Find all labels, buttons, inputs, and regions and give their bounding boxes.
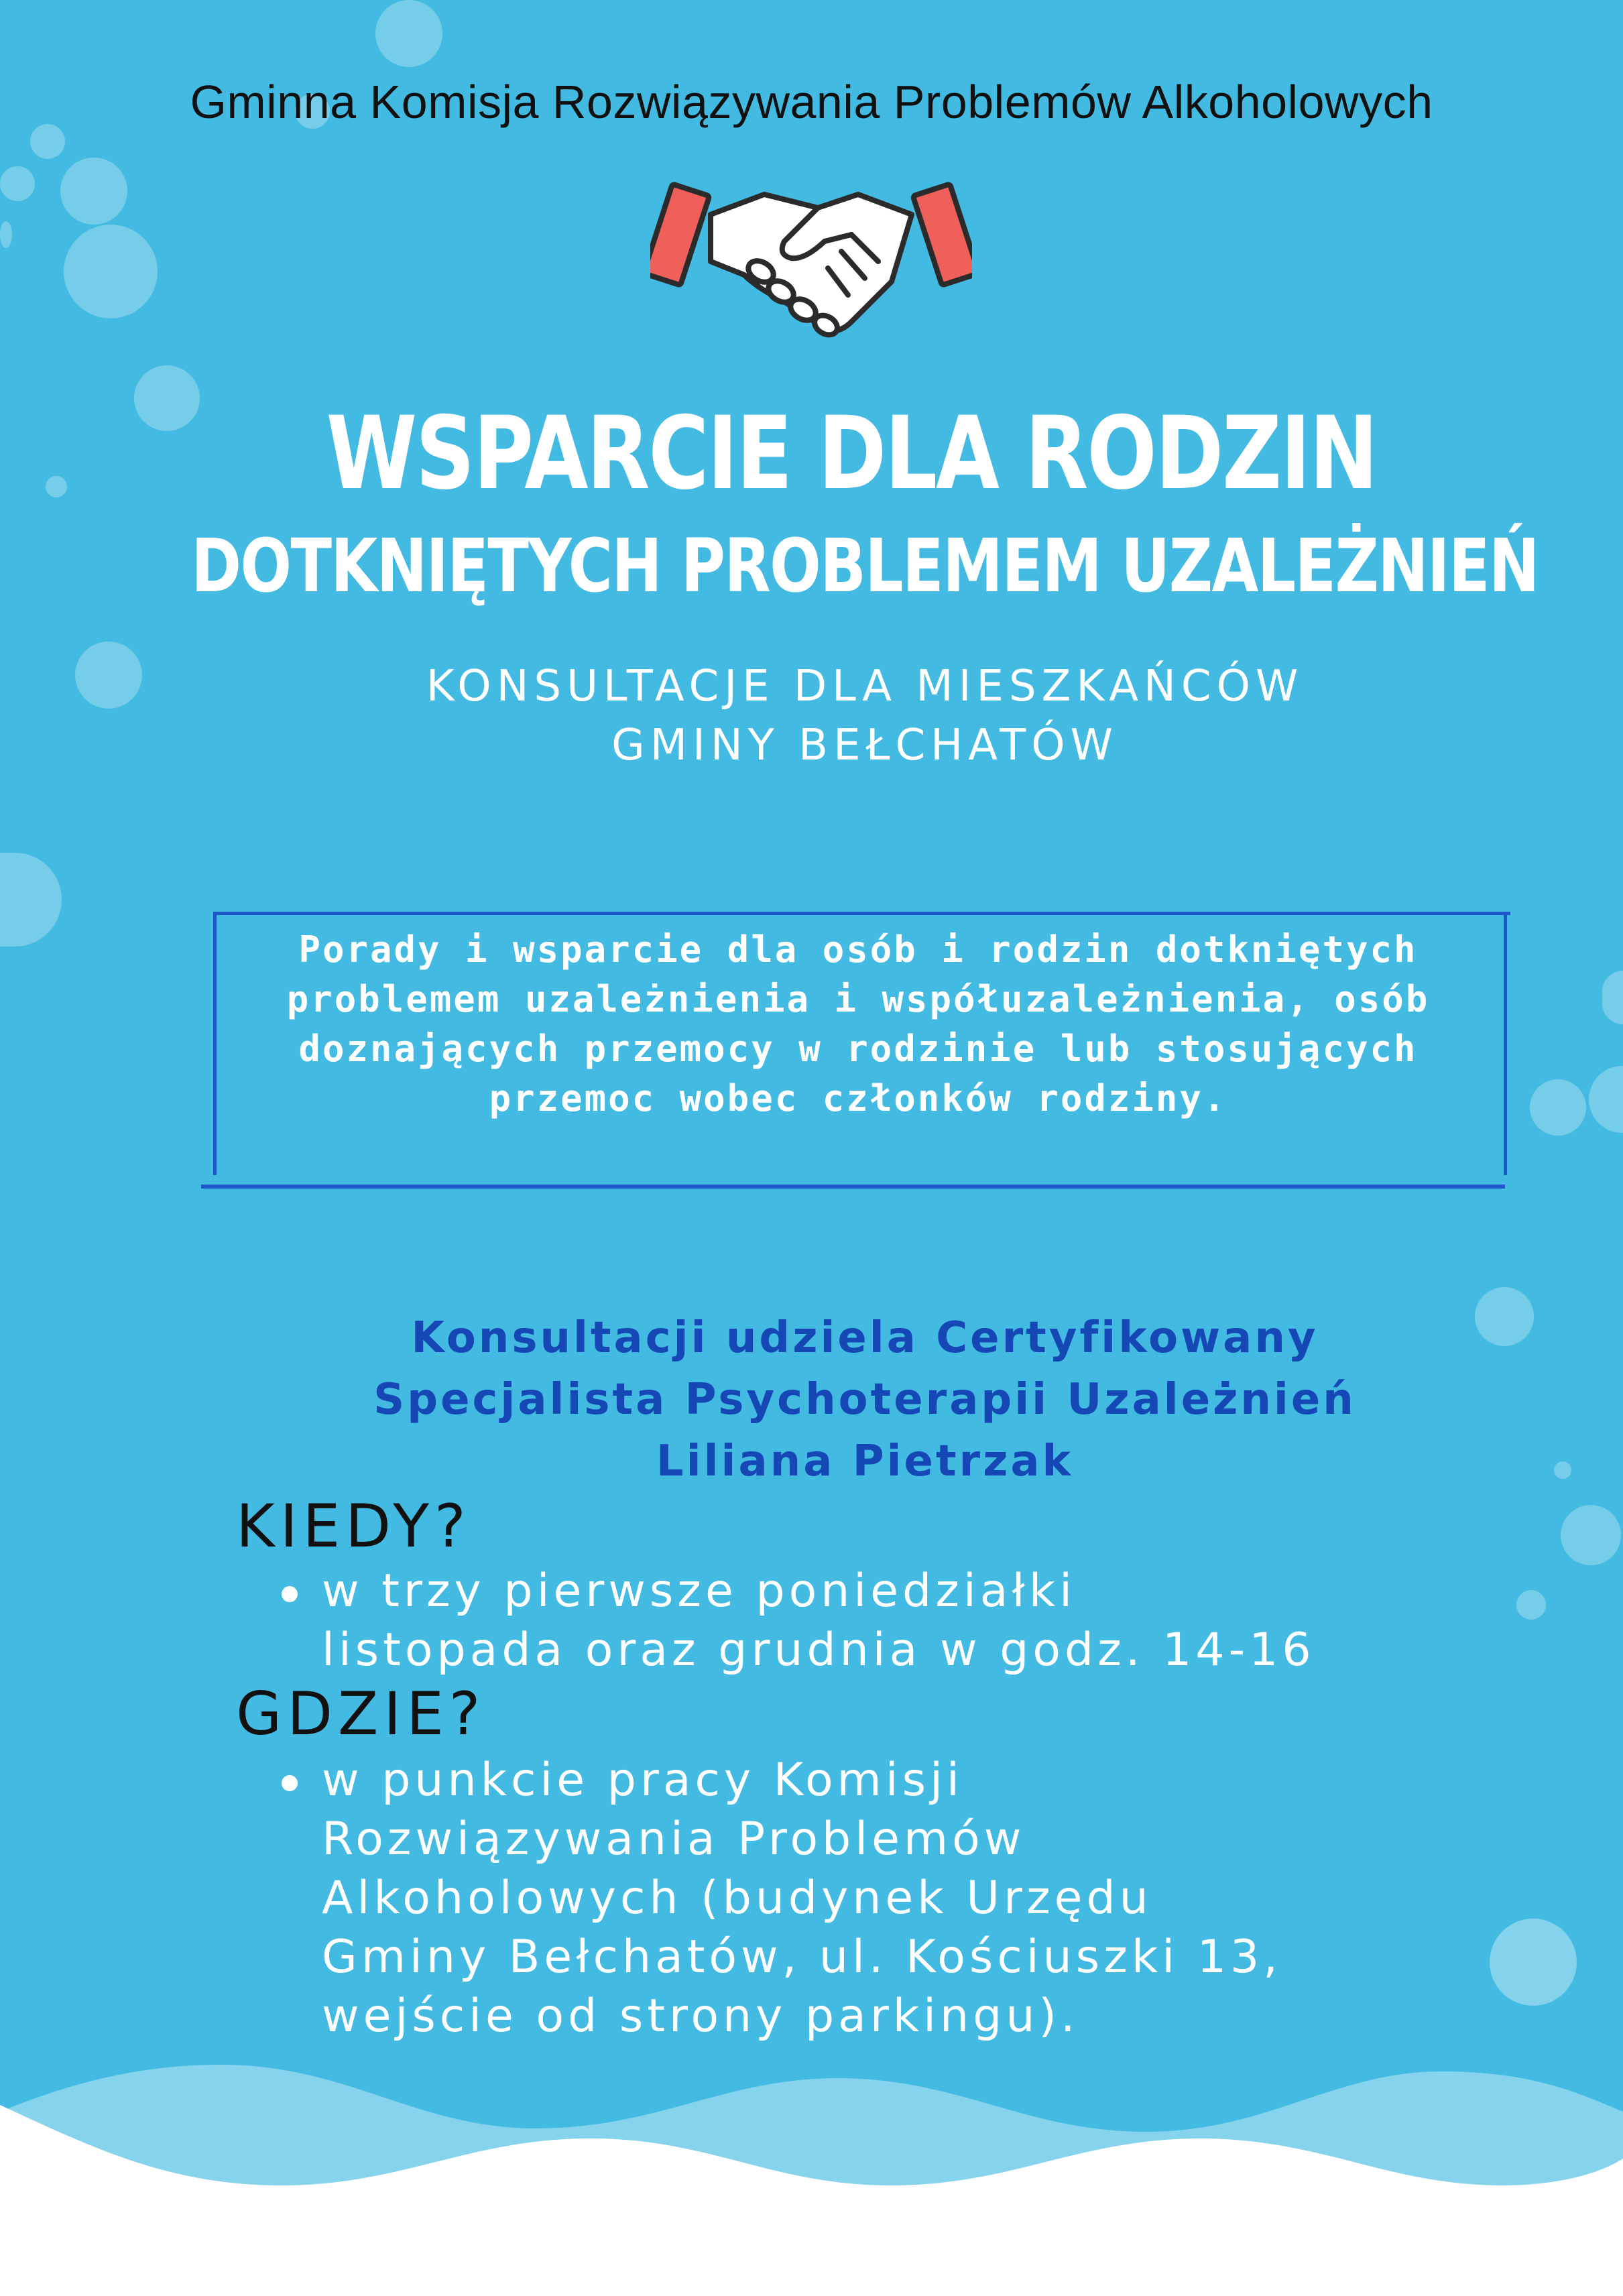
- decorative-bubble: [1602, 971, 1623, 1024]
- info-box-bottom-border: [201, 1185, 1505, 1189]
- decorative-bubble: [0, 853, 62, 947]
- bullet-icon: [282, 1775, 298, 1791]
- decorative-bubble: [375, 0, 442, 67]
- specialist-line: Specjalista Psychoterapii Uzależnień: [373, 1375, 1356, 1425]
- decorative-bubble: [46, 476, 67, 497]
- specialist-name: Liliana Pietrzak: [656, 1437, 1074, 1486]
- decorative-bubble: [64, 225, 158, 318]
- decorative-bubble: [1589, 1066, 1623, 1133]
- subtitle-line: GMINY BEŁCHATÓW: [611, 721, 1118, 770]
- specialist-info: [188, 1307, 1542, 1492]
- main-title-line2: DOTKNIĘTYCH PROBLEMEM UZALEŻNIEŃ: [191, 523, 1539, 609]
- info-box-text: [221, 925, 1495, 1124]
- info-box-top-border: [213, 912, 1510, 915]
- decorative-bubble: [30, 124, 65, 159]
- bullet-icon: [282, 1586, 298, 1602]
- subtitle: [0, 657, 1623, 775]
- decorative-bubble: [1561, 1505, 1621, 1565]
- info-line: problemem uzależnienia i współuzależnienia, osób: [286, 978, 1430, 1020]
- organization-name: Gminna Komisja Rozwiązywania Problemów Alkoholowych: [190, 76, 1433, 128]
- info-line: przemoc wobec członków rodziny.: [489, 1077, 1227, 1120]
- when-text: w trzy pierwsze poniedziałki listopada oraz grudnia w godz. 14-16: [322, 1565, 1315, 1677]
- decorative-bubble: [0, 221, 12, 248]
- subtitle-line: KONSULTACJE DLA MIESZKAŃCÓW: [426, 662, 1304, 711]
- decorative-bubble: [0, 166, 35, 201]
- info-line: Porady i wsparcie dla osób i rodzin dotkniętych: [298, 928, 1418, 971]
- handshake-icon: [650, 168, 972, 355]
- where-label: GDZIE?: [236, 1679, 486, 1748]
- decorative-bubble: [60, 158, 127, 225]
- specialist-line: Konsultacji udziela Certyfikowany: [411, 1313, 1319, 1363]
- decorative-bubble: [1554, 1461, 1571, 1479]
- where-text: w punkcie pracy Komisji Rozwiązywania Problemów Alkoholowych (budynek Urzędu Gminy Bełchatów, ul. Kościuszki 13, wejście od strony parkingu).: [322, 1754, 1282, 2043]
- when-label: KIEDY?: [236, 1492, 471, 1561]
- decorative-bubble: [1530, 1079, 1586, 1136]
- decorative-waves: [0, 2065, 1623, 2296]
- main-title: WSPARCIE DLA RODZIN: [326, 396, 1377, 512]
- info-line: doznających przemocy w rodzinie lub stosujących: [298, 1028, 1418, 1070]
